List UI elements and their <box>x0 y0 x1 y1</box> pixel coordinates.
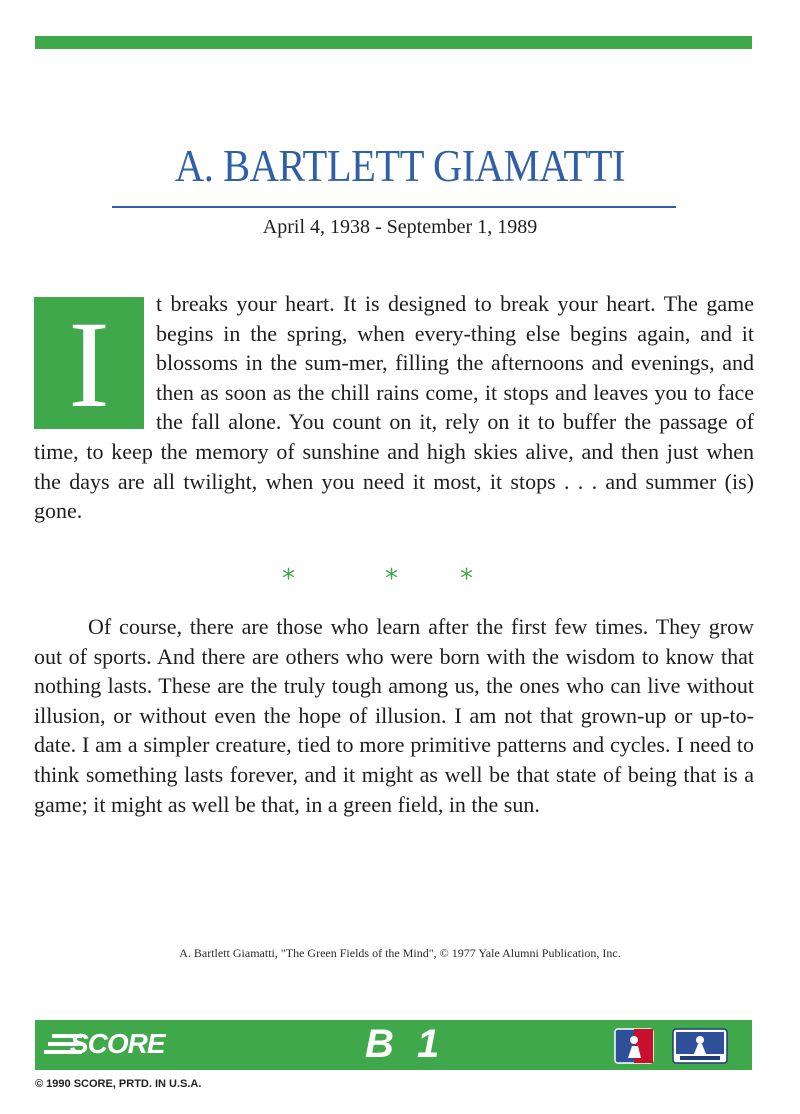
drop-cap: I <box>34 297 144 429</box>
score-brand-text: SCORE <box>70 1028 165 1059</box>
asterisk-icon: * <box>282 564 295 594</box>
life-dates: April 4, 1938 - September 1, 1989 <box>262 216 538 238</box>
asterisk-icon: * <box>460 564 473 594</box>
asterisk-icon: * <box>385 564 398 594</box>
paragraph-1 <box>34 289 754 526</box>
paragraph-1-text: t breaks your heart. It is designed to break your heart. The game begins in the spring, when every-thing else begins again, and it blossoms in the sum-mer, filling the afternoons and evenings, and then as soon as the chill rains come, it stops and leaves you to face the fall alone. You count on it, rely on it to buffer the passage of time, to keep the memory of sunshine and high skies alive, and then just when the days are all twilight, when you need it most, it stops . . . and summer (is) gone. <box>34 291 754 524</box>
source-credit: A. Bartlett Giamatti, "The Green Fields of the Mind", © 1977 Yale Alumni Publication, Inc. <box>179 946 621 960</box>
card-number: B 1 <box>365 1022 446 1066</box>
mlb-logo-icon <box>614 1028 654 1064</box>
copyright-notice: © 1990 SCORE, PRTD. IN U.S.A. <box>35 1078 202 1090</box>
score-logo-icon <box>44 1024 194 1066</box>
mlbpa-logo-icon <box>672 1028 728 1064</box>
title-underline <box>112 206 676 208</box>
card-title: A. BARTLETT GIAMATTI <box>174 141 626 191</box>
top-green-bar <box>35 36 752 49</box>
section-separator <box>0 564 800 594</box>
paragraph-2: Of course, there are those who learn after the first few times. They grow out of sports. And there are others who were born with the wisdom to know that nothing lasts. These are the truly tough among us, the ones who can live without illusion, or without even the hope of illusion. I am not that grown-up or up-to-date. I am a simpler creature, tied to more primitive patterns and cycles. I need to think something lasts forever, and it might as well be that state of being that is a game; it might as well be that, in a green field, in the sun. <box>34 614 754 817</box>
